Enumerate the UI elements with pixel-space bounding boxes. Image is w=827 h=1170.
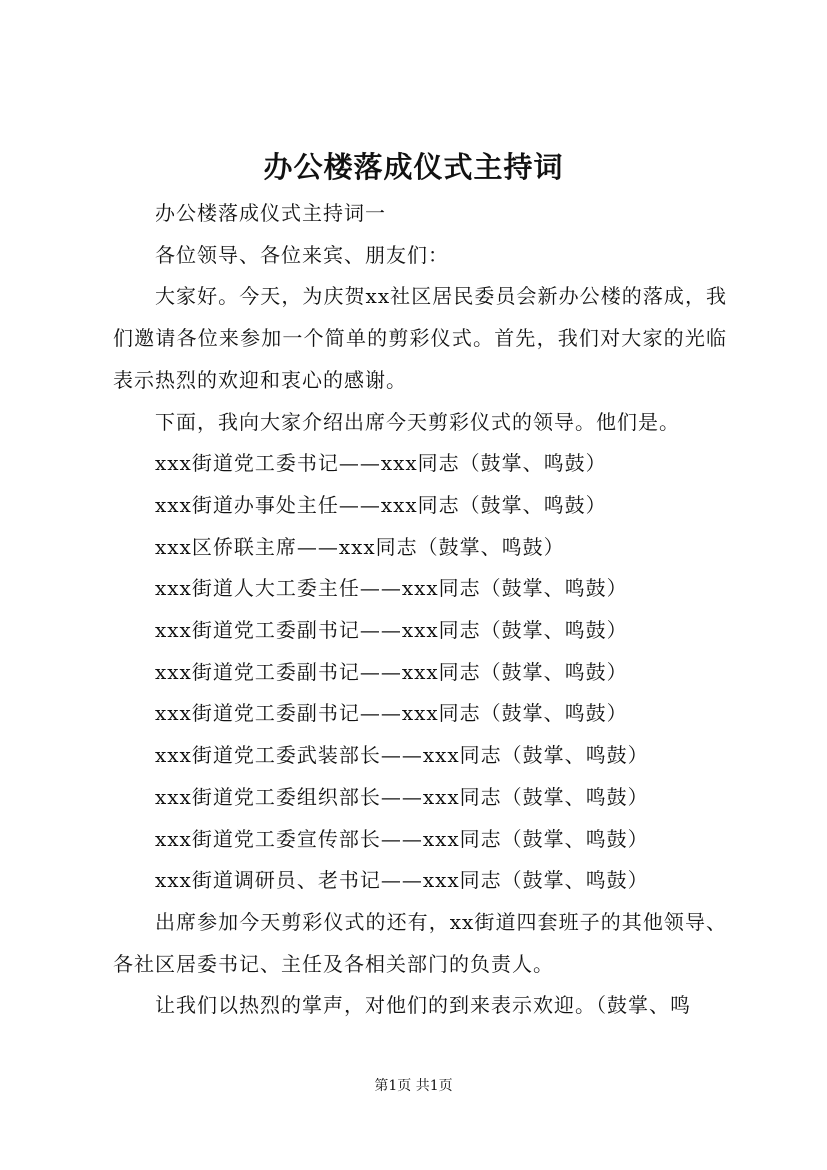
paragraph: xxx街道办事处主任——xxx同志（鼓掌、鸣鼓） [155, 492, 607, 517]
paragraph: xxx街道党工委宣传部长——xxx同志（鼓掌、鸣鼓） [155, 826, 649, 851]
paragraph: xxx街道人大工委主任——xxx同志（鼓掌、鸣鼓） [155, 576, 628, 601]
paragraph: 各位领导、各位来宾、朋友们： [155, 242, 449, 267]
paragraph: xxx区侨联主席——xxx同志（鼓掌、鸣鼓） [155, 534, 565, 559]
paragraph: xxx街道党工委书记——xxx同志（鼓掌、鸣鼓） [155, 451, 607, 476]
paragraph: 下面，我向大家介绍出席今天剪彩仪式的领导。他们是。 [155, 409, 680, 434]
paragraph: xxx街道调研员、老书记——xxx同志（鼓掌、鸣鼓） [155, 868, 649, 893]
paragraph: 大家好。今天，为庆贺xx社区居民委员会新办公楼的落成，我们邀请各位来参加一个简单的剪彩仪式。首先，我们对大家的光临表示热烈的欢迎和衷心的感谢。 [113, 284, 727, 392]
paragraph: 办公楼落成仪式主持词一 [155, 201, 386, 225]
paragraph: xxx街道党工委组织部长——xxx同志（鼓掌、鸣鼓） [155, 784, 649, 809]
paragraph: 出席参加今天剪彩仪式的还有，xx街道四套班子的其他领导、各社区居委书记、主任及各相关部门的负责人。 [113, 909, 727, 976]
paragraph: xxx街道党工委副书记——xxx同志（鼓掌、鸣鼓） [155, 618, 628, 643]
document-title: 办公楼落成仪式主持词 [263, 150, 564, 184]
document-body [113, 193, 727, 1027]
paragraph: xxx街道党工委副书记——xxx同志（鼓掌、鸣鼓） [155, 659, 628, 684]
paragraph: 让我们以热烈的掌声，对他们的到来表示欢迎。（鼓掌、鸣 [155, 993, 691, 1018]
paragraph: xxx街道党工委武装部长——xxx同志（鼓掌、鸣鼓） [155, 743, 649, 768]
paragraph: xxx街道党工委副书记——xxx同志（鼓掌、鸣鼓） [155, 701, 628, 726]
page-footer: 第1页 共1页 [374, 1078, 453, 1094]
